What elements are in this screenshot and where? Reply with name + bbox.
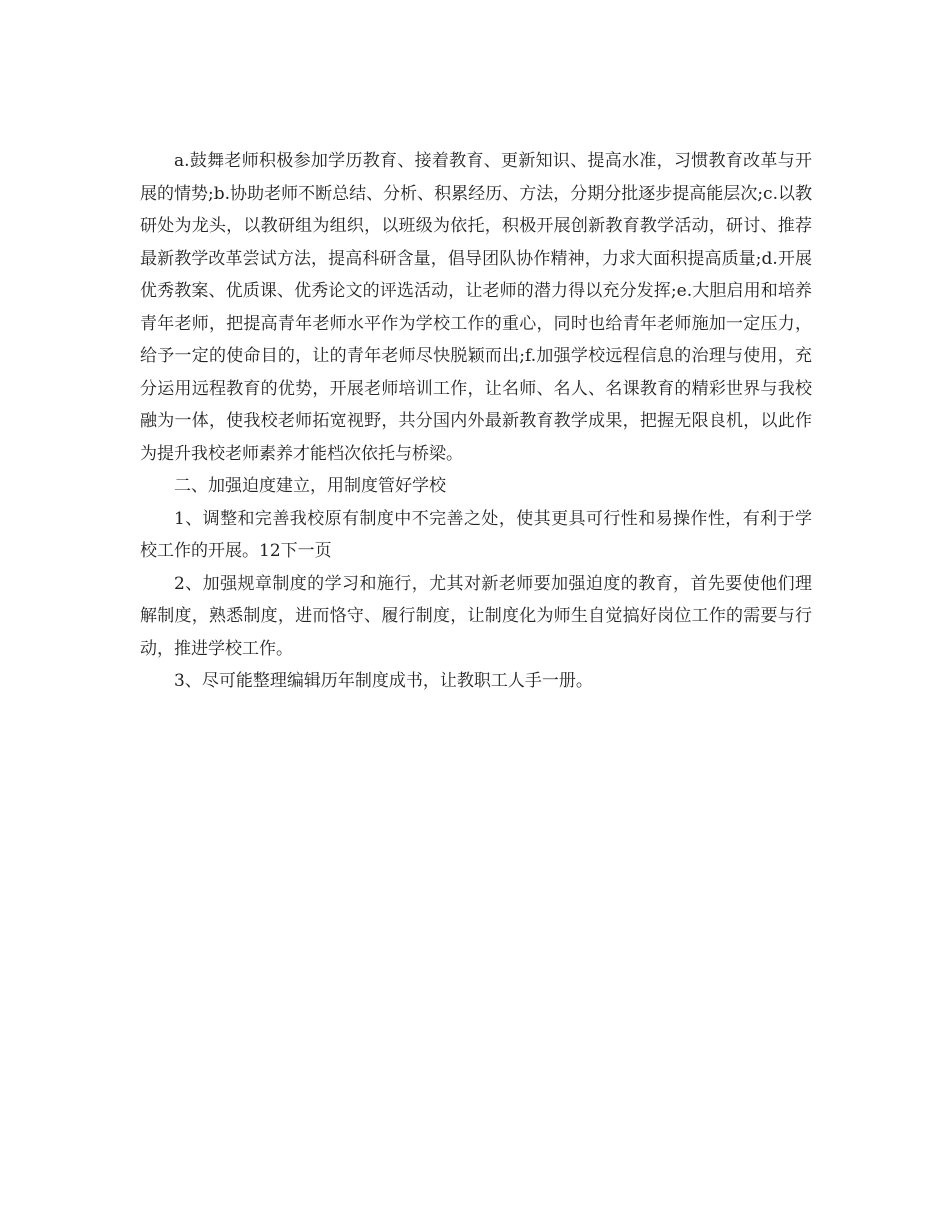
document-body [140,145,812,698]
section-heading-system-building: 二、加强迫度建立，用制度管好学校 [174,476,446,496]
paragraph-teacher-development: a.鼓舞老师积极参加学历教育、接着教育、更新知识、提高水准，习惯教育改革与开展的情势;b.协助老师不断总结、分析、积累经历、方法，分期分批逐步提高能层次;c.以教研处为龙头，以教研组为组织，以班级为依托，积极开展创新教育教学活动，研讨、推荐最新教学改革尝试方法，提高科研含量，倡导团队协作精神，力求大面积提高质量;d.开展优秀教案、优质课、优秀论文的评选活动，让老师的潜力得以充分发挥;e.大胆启用和培养青年老师，把提高青年老师水平作为学校工作的重心，同时也给青年老师施加一定压力，给予一定的使命目的，让的青年老师尽快脱颖而出;f.加强学校远程信息的治理与使用，充分运用远程教育的优势，开展老师培训工作，让名师、名人、名课教育的精彩世界与我校融为一体，使我校老师拓宽视野，共分国内外最新教育教学成果，把握无限良机，以此作为提升我校老师素养才能档次依托与桥梁。 [140,151,812,464]
paragraph-item-2: 2、加强规章制度的学习和施行，尤其对新老师要加强迫度的教育，首先要使他们理解制度，熟悉制度，进而恪守、履行制度，让制度化为师生自觉搞好岗位工作的需要与行动，推进学校工作。 [140,573,812,659]
paragraph-item-3: 3、尽可能整理编辑历年制度成书，让教职工人手一册。 [174,671,593,691]
paragraph-item-1: 1、调整和完善我校原有制度中不完善之处，使其更具可行性和易操作性，有利于学校工作的开展。12下一页 [140,508,812,561]
